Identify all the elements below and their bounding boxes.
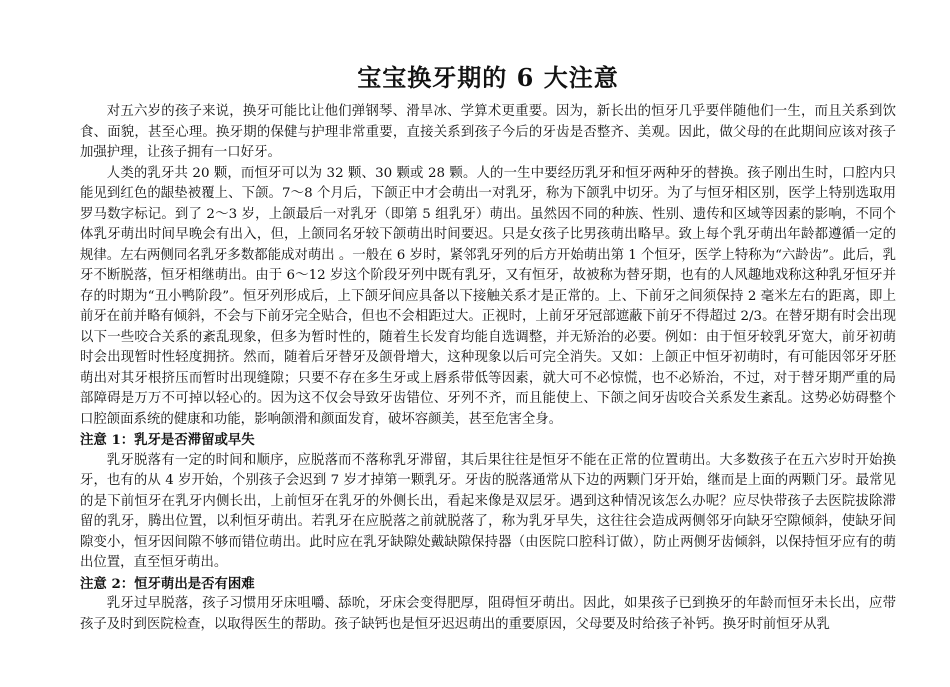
- note-1-heading: 注意 1：乳牙是否滞留或早失: [80, 432, 255, 448]
- note-2-heading: 注意 2：恒牙萌出是否有困难: [80, 575, 255, 592]
- document-title: 宝宝换牙期的 6 大注意: [357, 63, 619, 92]
- body-paragraph: 人类的乳牙共 20 颗，而恒牙可以为 32 颗、30 颗或 28 颗。人的一生中要经历乳牙和恒牙两种牙的替换。孩子刚出生时，口腔内只能见到红色的龈垫被覆上、下颌。7～8 个月后，下颌正中才会萌出一对乳牙，称为下颌乳中切牙。为了与恒牙相区别，医学上特别选取用罗马数字标记。到了 2～3 岁，上颌最后一对乳牙（即第 5 组乳牙）萌出。虽然因不同的种族、性别、遗传和区域等因素的影响，不同个体乳牙萌出时间早晚会有出入，但，上颌同名牙较下颌萌出时间要迟。只是女孩子比男孩萌出略早。致上每个乳牙萌出年龄都遵循一定的规律。左右两侧同名乳牙多数都能成对萌出 。一般在 6 岁时，紧邻乳牙列的后方开始萌出第 1 个恒牙，医学上特称为“六龄齿”。此后，乳牙不断脱落，恒牙相继萌出。由于 6～12 岁这个阶段牙列中既有乳牙，又有恒牙，故被称为替牙期，也有的人风趣地戏称这种乳牙恒牙并存的时期为“丑小鸭阶段”。恒牙列形成后，上下颌牙间应具备以下接触关系才是正常的。上、下前牙之间须保持 2 毫米左右的距离，即上前牙在前并略有倾斜，不会与下前牙完全贴合，但也不会相距过大。正视时，上前牙牙冠部遮蔽下前牙不得超过 2/3。在替牙期有时会出现以下一些咬合关系的紊乱现象，但多为暂时性的，随着生长发育均能自选调整，并无矫治的必要。例如：由于恒牙较乳牙宽大，前牙初萌时会出现暂时性轻度拥挤。然而，随着后牙替牙及颌骨增大，这种现象以后可完全消失。又如：上颌正中恒牙初萌时，有可能因邻牙牙胚萌出对其牙根挤压而暂时出现缝隙；只要不存在多生牙或上唇系带低等因素，就大可不必惊慌，也不必矫治，不过，对于替牙期严重的局部障碍是万万不可掉以轻心的。因为这不仅会导致牙齿错位、牙列不齐，而且能使上、下颌之间牙齿咬合关系发生紊乱。这势必妨碍整个口腔颌面系统的健康和功能，影响颌滑和颜面发育，破坏容颜美，甚至危害全身。: [80, 165, 896, 427]
- note-2-paragraph: 乳牙过早脱落，孩子习惯用牙床咀嚼、舔吮，牙床会变得肥厚，阻碍恒牙萌出。因此，如果孩子已到换牙的年龄而恒牙未长出，应带孩子及时到医院检查，以取得医生的帮助。孩子缺钙也是恒牙迟迟萌出的重要原因，父母要及时给孩子补钙。换牙时前恒牙从乳: [80, 596, 896, 632]
- intro-paragraph: 对五六岁的孩子来说，换牙可能比让他们弹钢琴、滑旱冰、学算术更重要。因为，新长出的恒牙几乎要伴随他们一生，而且关系到饮食、面貌，甚至心理。换牙期的保健与护理非常重要，直接关系到孩子今后的牙齿是否整齐、美观。因此，做父母的在此期间应该对孩子加强护理，让孩子拥有一口好牙。: [80, 104, 896, 160]
- note-1-paragraph: 乳牙脱落有一定的时间和顺序，应脱落而不落称乳牙滞留，其后果往往是恒牙不能在正常的位置萌出。大多数孩子在五六岁时开始换牙，也有的从 4 岁开始，个别孩子会迟到 7 岁才掉第一颗乳牙。牙齿的脱落通常从下边的两颗门牙开始，继而是上面的两颗门牙。最常见的是下前恒牙在乳牙内侧长出，上前恒牙在乳牙的外侧长出，看起来像是双层牙。遇到这种情况该怎么办呢？应尽快带孩子去医院拔除滞留的乳牙，腾出位置，以利恒牙萌出。若乳牙在应脱落之前就脱落了，称为乳牙早失，这往往会造成两侧邻牙向缺牙空隙倾斜，使缺牙间隙变小，恒牙因间隙不够而错位萌出。此时应在乳牙缺隙处戴缺隙保持器（由医院口腔科订做），防止两侧牙齿倾斜，以保持恒牙应有的萌出位置，直至恒牙萌出。: [80, 452, 896, 570]
- document-page: [80, 62, 896, 635]
